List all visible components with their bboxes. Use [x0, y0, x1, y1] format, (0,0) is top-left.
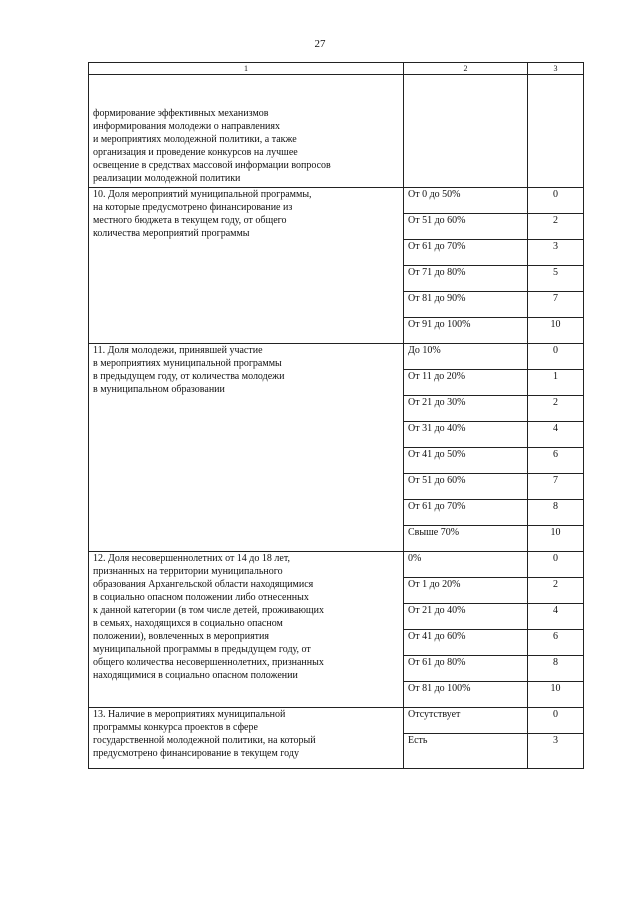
range-cell: От 1 до 20%: [404, 578, 528, 604]
range-cell: От 61 до 80%: [404, 656, 528, 682]
score-cell: 10: [528, 526, 584, 552]
range-cell: 0%: [404, 552, 528, 578]
range-cell: От 81 до 100%: [404, 682, 528, 708]
header-col-2: 2: [404, 63, 528, 75]
score-cell: 10: [528, 318, 584, 344]
range-cell: От 71 до 80%: [404, 266, 528, 292]
score-cell: 6: [528, 448, 584, 474]
continuation-score-cell: [528, 75, 584, 188]
score-cell: 10: [528, 682, 584, 708]
criterion-row: [89, 188, 584, 214]
score-cell: 8: [528, 656, 584, 682]
score-cell: 7: [528, 292, 584, 318]
range-cell: Есть: [404, 734, 528, 769]
continuation-row: [89, 75, 584, 188]
range-cell: От 81 до 90%: [404, 292, 528, 318]
range-cell: От 21 до 40%: [404, 604, 528, 630]
range-cell: От 21 до 30%: [404, 396, 528, 422]
range-cell: От 41 до 50%: [404, 448, 528, 474]
header-row: [89, 63, 584, 75]
table-header: [89, 63, 584, 75]
score-cell: 2: [528, 396, 584, 422]
criterion-text: 12. Доля несовершеннолетних от 14 до 18 лет, признанных на территории муниципального образования Архангельской области находящимися в социально опасном положении либо отнесенных к данной категории (в том числе детей, проживающих в семьях, находящихся в социально опасном положении), вовлеченных в мероприятия муниципальной программы в предыдущем году, от общего количества несовершеннолетних, признанных находящимися в социально опасном положении: [89, 552, 404, 708]
range-cell: От 61 до 70%: [404, 500, 528, 526]
table-body: [89, 75, 584, 769]
criterion-text: 13. Наличие в мероприятиях муниципальной программы конкурса проектов в сфере государственной молодежной политики, на который предусмотрено финансирование в текущем году: [89, 708, 404, 769]
score-cell: 7: [528, 474, 584, 500]
criteria-table: [88, 62, 584, 769]
score-cell: 0: [528, 708, 584, 734]
range-cell: От 91 до 100%: [404, 318, 528, 344]
criterion-text: 11. Доля молодежи, принявшей участие в мероприятиях муниципальной программы в предыдущем году, от количества молодежи в муниципальном образовании: [89, 344, 404, 552]
criterion-row: [89, 344, 584, 370]
score-cell: 0: [528, 344, 584, 370]
range-cell: Свыше 70%: [404, 526, 528, 552]
score-cell: 3: [528, 734, 584, 769]
range-cell: От 51 до 60%: [404, 214, 528, 240]
range-cell: От 11 до 20%: [404, 370, 528, 396]
header-col-3: 3: [528, 63, 584, 75]
range-cell: От 0 до 50%: [404, 188, 528, 214]
range-cell: От 31 до 40%: [404, 422, 528, 448]
score-cell: 1: [528, 370, 584, 396]
score-cell: 3: [528, 240, 584, 266]
score-cell: 4: [528, 422, 584, 448]
range-cell: Отсутствует: [404, 708, 528, 734]
continuation-range-cell: [404, 75, 528, 188]
range-cell: От 41 до 60%: [404, 630, 528, 656]
score-cell: 0: [528, 552, 584, 578]
score-cell: 0: [528, 188, 584, 214]
range-cell: До 10%: [404, 344, 528, 370]
criterion-row: [89, 708, 584, 734]
page-number: 27: [314, 38, 326, 50]
header-col-1: 1: [89, 63, 404, 75]
criterion-row: [89, 552, 584, 578]
criterion-text: 10. Доля мероприятий муниципальной программы, на которые предусмотрено финансирование из местного бюджета в текущем году, от общего количества мероприятий программы: [89, 188, 404, 344]
score-cell: 6: [528, 630, 584, 656]
range-cell: От 51 до 60%: [404, 474, 528, 500]
continuation-text: формирование эффективных механизмов информирования молодежи о направлениях и мероприятиях молодежной политики, а также организация и проведение конкурсов на лучшее освещение в средствах массовой информации вопросов реализации молодежной политики: [89, 75, 404, 188]
score-cell: 2: [528, 578, 584, 604]
score-cell: 5: [528, 266, 584, 292]
score-cell: 2: [528, 214, 584, 240]
score-cell: 8: [528, 500, 584, 526]
range-cell: От 61 до 70%: [404, 240, 528, 266]
score-cell: 4: [528, 604, 584, 630]
